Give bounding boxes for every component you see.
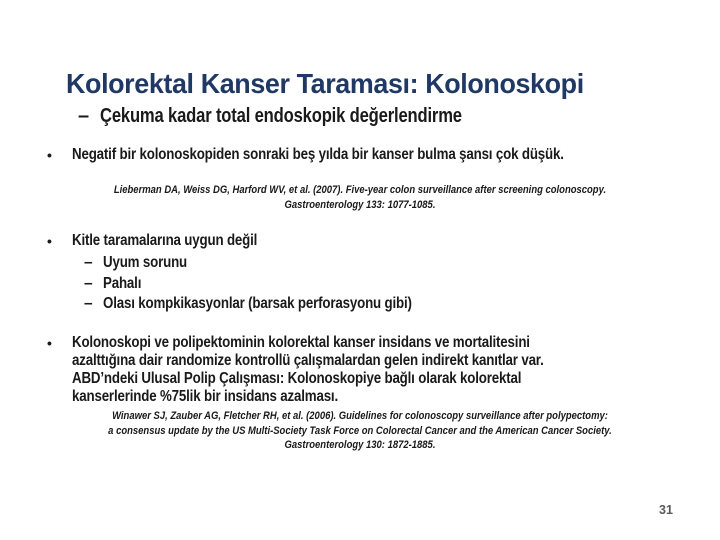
bullet3-line4: kanserlerinde %75lik bir insidans azalması.: [72, 388, 339, 405]
citation-line: Winawer SJ, Zauber AG, Fletcher RH, et al. (2006). Guidelines for colonoscopy surveillance after polypectomy:: [112, 410, 608, 422]
slide-title: Kolorektal Kanser Taraması: Kolonoskopi: [66, 68, 584, 99]
citation-2: [0, 409, 720, 453]
subtitle-dash: –: [78, 105, 90, 127]
sub-bullet-dash-icon: –: [84, 275, 93, 292]
citation-line: Lieberman DA, Weiss DG, Harford WV, et al. (2007). Five-year colon surveillance after screening colonoscopy.: [113, 184, 607, 196]
bullet1-text: Negatif bir kolonoskopiden sonraki beş yılda bir kanser bulma şansı çok düşük.: [72, 146, 564, 163]
citation-1: [0, 183, 720, 212]
sub-bullet-dash-icon: –: [84, 254, 93, 271]
sub-bullet1-text: Uyum sorunu: [103, 254, 188, 271]
citation-line: Gastroenterology 130: 1872-1885.: [284, 439, 436, 451]
bullet2-text: Kitle taramalarına uygun değil: [72, 232, 258, 249]
bullet-icon: •: [47, 147, 52, 163]
citation-line: a consensus update by the US Multi-Society Task Force on Colorectal Cancer and the American Cancer Society.: [108, 424, 612, 437]
sub-bullet3-text: Olası kompkikasyonlar (barsak perforasyonu gibi): [103, 295, 412, 312]
page-number: 31: [659, 503, 673, 517]
bullet3-line1: Kolonoskopi ve polipektominin kolorektal kanser insidans ve mortalitesini: [72, 334, 530, 351]
bullet-icon: •: [47, 335, 52, 351]
bullet3-line3: ABD’ndeki Ulusal Polip Çalışması: Kolonoskopiye bağlı olarak kolorektal: [72, 370, 522, 387]
slide-subtitle: Çekuma kadar total endoskopik değerlendirme: [100, 105, 462, 127]
bullet-icon: •: [47, 233, 52, 249]
sub-bullet2-text: Pahalı: [103, 275, 142, 292]
bullet3-line2: azalttığına dair randomize kontrollü çalışmalardan gelen indirekt kanıtlar var.: [72, 352, 544, 369]
citation-line: Gastroenterology 133: 1077-1085.: [284, 198, 436, 211]
sub-bullet-dash-icon: –: [84, 295, 93, 312]
